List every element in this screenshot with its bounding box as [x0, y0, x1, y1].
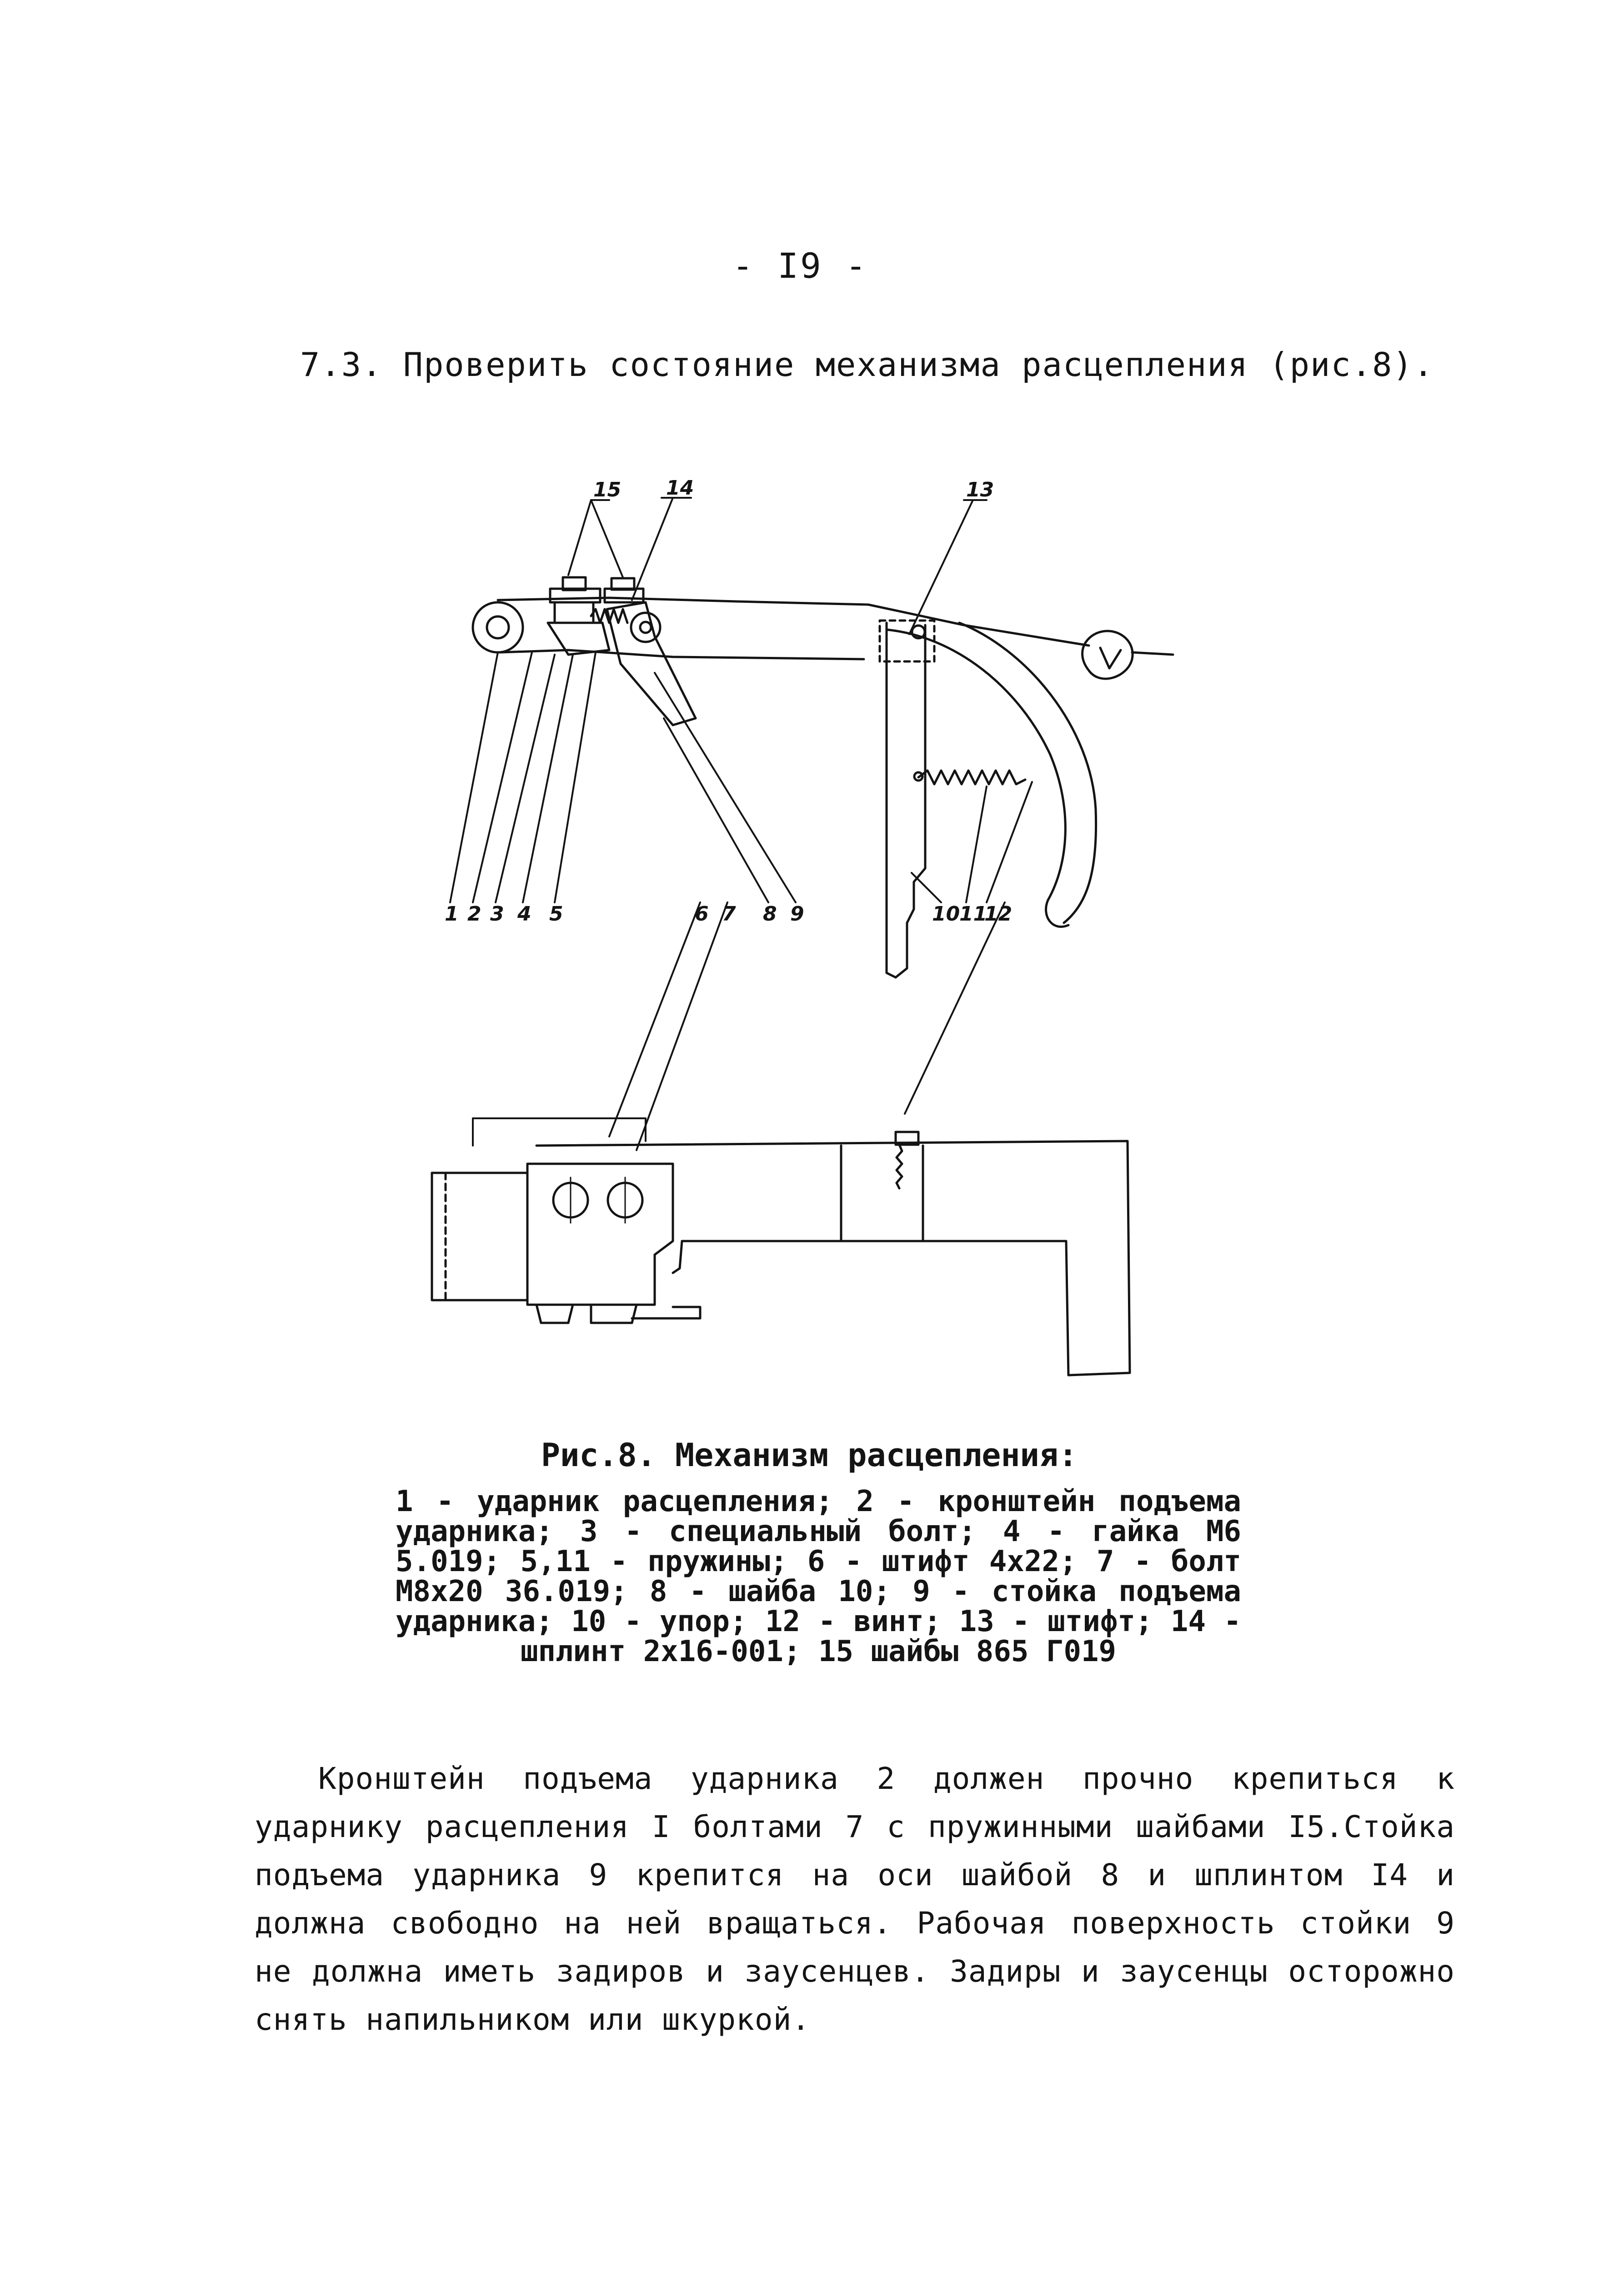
callout-4: 4 [517, 902, 531, 926]
stop-rod [880, 621, 934, 977]
callout-6: 6 [695, 902, 709, 926]
base-bracket [432, 1118, 1130, 1375]
leader-lines [450, 498, 1032, 1150]
figure-caption-title: Рис.8. Механизм расцепления: [541, 1437, 1078, 1474]
bracket-with-bolts [548, 577, 643, 655]
spring-11 [918, 771, 1025, 784]
figure-release-mechanism [418, 473, 1218, 1405]
callout-3: 3 [490, 902, 504, 926]
release-mechanism-drawing [418, 473, 1218, 1405]
callout-11: 11 [959, 902, 987, 926]
callout-12: 12 [984, 902, 1012, 926]
callout-10: 10 [932, 902, 960, 926]
figure-legend: 1 - ударник расцепления; 2 - кронштейн подъема ударника; 3 - специальный болт; 4 - гайка М6 5.019; 5,11 - пружины; 6 - штифт 4х22; 7 - болт М8х20 36.019; 8 - шайба 10; 9 - стойка подъема ударника; 10 - упор; 12 - винт; 13 - штифт; 14 - шплинт 2х16-001; 15 шайбы 865 Г019 [396, 1485, 1241, 1668]
striker-lift-stand [607, 602, 696, 725]
callout-8: 8 [763, 902, 777, 926]
callout-7: 7 [722, 902, 736, 926]
callout-1: 1 [445, 902, 459, 926]
section-heading: 7.3. Проверить состояние механизма расцепления (рис.8). [300, 345, 1434, 384]
callout-2: 2 [467, 902, 481, 926]
callout-15: 15 [593, 478, 622, 501]
right-pivot-eye [1083, 631, 1173, 679]
callout-5: 5 [549, 902, 563, 926]
callout-9: 9 [790, 902, 804, 926]
release-hook [887, 623, 1096, 927]
page-number: - I9 - [732, 245, 868, 286]
body-paragraph: Кронштейн подъема ударника 2 должен прочно крепиться к ударнику расцепления I болтами 7 с пружинными шайбами I5.Стойка подъема ударника 9 крепится на оси шайбой 8 и шплинтом I4 и должна свободно на ней вращаться. Рабочая поверхность стойки 9 не должна иметь задиров и заусенцев. Задиры и заусенцы осторожно снять напильником или шкуркой. [255, 1761, 1455, 2037]
callout-14: 14 [666, 476, 694, 500]
callout-13: 13 [966, 478, 994, 501]
